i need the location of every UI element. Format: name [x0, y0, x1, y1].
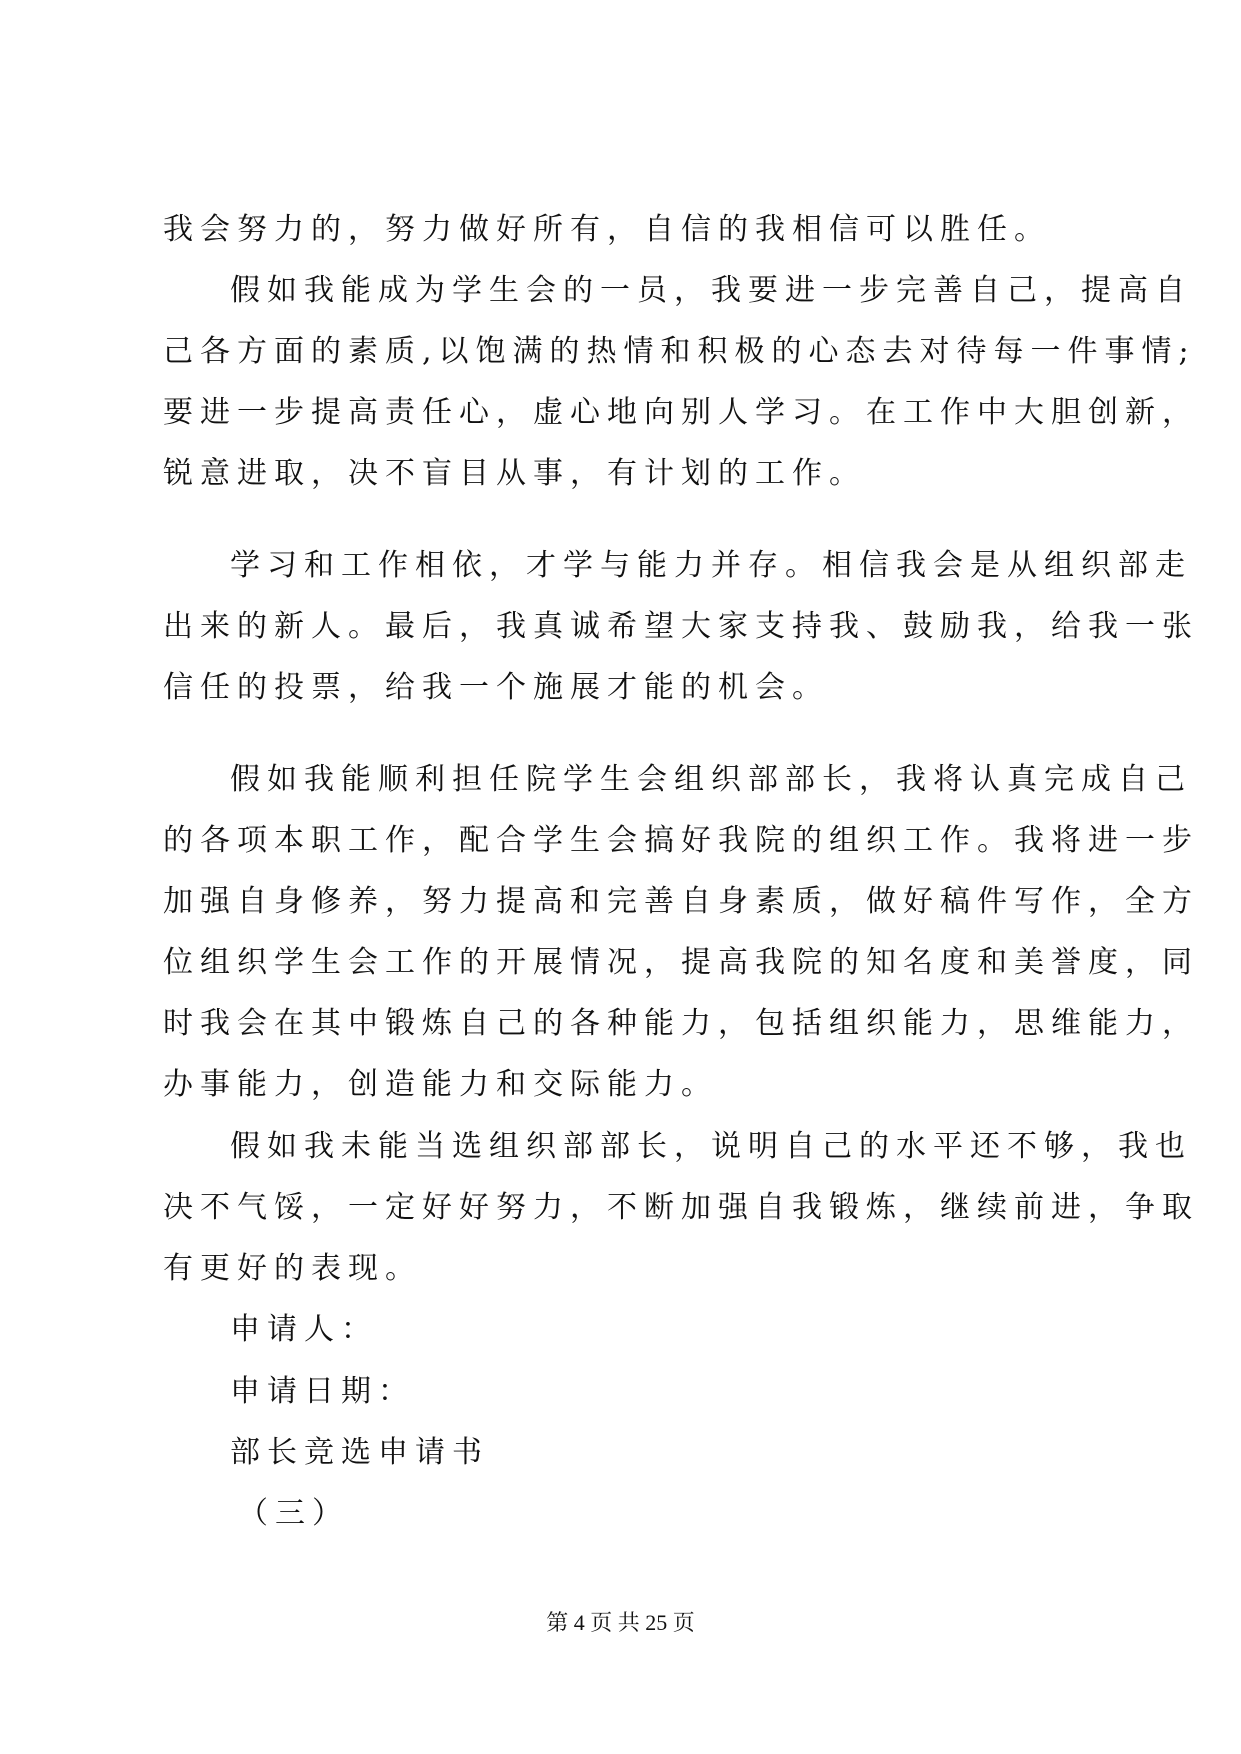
paragraph-line: 位组织学生会工作的开展情况，提高我院的知名度和美誉度，同 — [163, 945, 1199, 980]
applicant-label: 申请人： — [230, 1312, 378, 1347]
paragraph-line: 加强自身修养，努力提高和完善自身素质，做好稿件写作，全方 — [163, 884, 1199, 919]
paragraph-line: 假如我能顺利担任院学生会组织部部长，我将认真完成自己 — [230, 762, 1192, 797]
paragraph-line: 己各方面的素质,以饱满的热情和积极的心态去对待每一件事情; — [163, 334, 1196, 369]
paragraph-line: 锐意进取，决不盲目从事，有计划的工作。 — [163, 456, 866, 491]
paragraph-line: 办事能力，创造能力和交际能力。 — [163, 1067, 718, 1102]
paragraph-line: 假如我未能当选组织部部长，说明自己的水平还不够，我也 — [230, 1129, 1192, 1164]
paragraph-line: 信任的投票，给我一个施展才能的机会。 — [163, 670, 829, 705]
paragraph-line: 的各项本职工作，配合学生会搞好我院的组织工作。我将进一步 — [163, 823, 1199, 858]
section-number: （三） — [238, 1496, 349, 1531]
paragraph-line: 出来的新人。最后，我真诚希望大家支持我、鼓励我，给我一张 — [163, 609, 1199, 644]
paragraph-line: 有更好的表现。 — [163, 1251, 422, 1286]
page-footer: 第 4 页 共 25 页 — [546, 1610, 695, 1635]
section-title: 部长竞选申请书 — [230, 1435, 489, 1470]
paragraph-line: 学习和工作相依，才学与能力并存。相信我会是从组织部走 — [230, 548, 1192, 583]
paragraph-line: 我会努力的，努力做好所有，自信的我相信可以胜任。 — [163, 212, 1051, 247]
paragraph-line: 要进一步提高责任心，虚心地向别人学习。在工作中大胆创新， — [163, 395, 1199, 430]
paragraph-line: 决不气馁，一定好好努力，不断加强自我锻炼，继续前进，争取 — [163, 1190, 1199, 1225]
application-date-label: 申请日期： — [230, 1374, 415, 1409]
paragraph-line: 时我会在其中锻炼自己的各种能力，包括组织能力，思维能力， — [163, 1006, 1199, 1041]
paragraph-line: 假如我能成为学生会的一员，我要进一步完善自己，提高自 — [230, 273, 1192, 308]
